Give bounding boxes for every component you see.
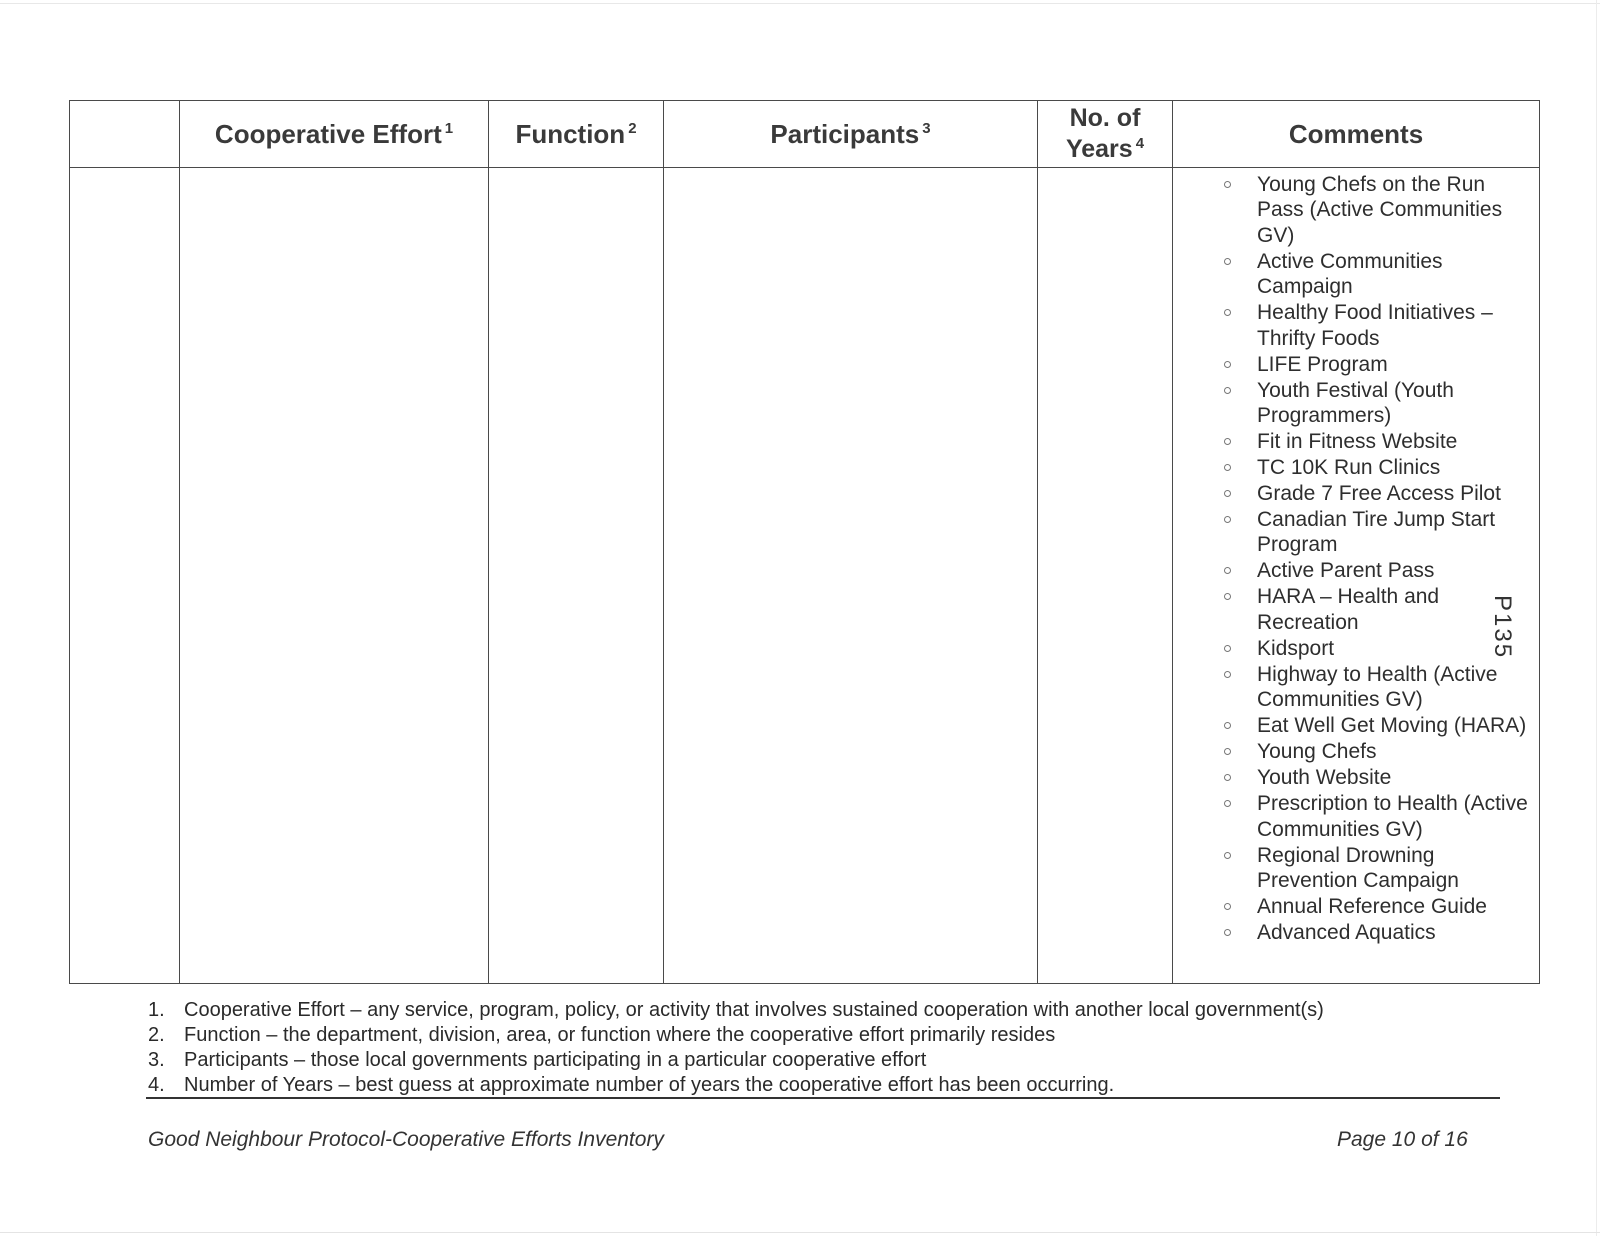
table-row (70, 168, 1540, 984)
bullet-icon (1224, 258, 1231, 265)
header-comments: Comments (1173, 101, 1540, 168)
list-item-text: TC 10K Run Clinics (1257, 456, 1441, 480)
bullet-icon (1224, 800, 1231, 807)
list-item (1173, 765, 1539, 790)
bullet-icon (1224, 929, 1231, 936)
cell-no-of-years (1038, 168, 1173, 984)
scan-edge-bottom (0, 1232, 1600, 1233)
list-item (1173, 791, 1539, 842)
header-cooperative-effort: Cooperative Effort $^1$ (180, 101, 489, 168)
list-item-text: Young Chefs on the Run Pass (Active Communities GV) (1257, 173, 1503, 247)
list-item (1173, 739, 1539, 764)
footnote-rule (146, 1097, 1500, 1099)
footnote-number: 3. (148, 1049, 165, 1071)
list-item-text: Advanced Aquatics (1257, 921, 1436, 945)
cell-blank (70, 168, 180, 984)
list-item-text: Eat Well Get Moving (HARA) (1257, 714, 1527, 738)
bullet-icon (1224, 387, 1231, 394)
list-item (1173, 584, 1539, 635)
header-function: Function $^2$ (489, 101, 664, 168)
list-item (1173, 429, 1539, 454)
header-participants: Participants $^3$ (664, 101, 1038, 168)
page-number: Page 10 of 16 (1337, 1128, 1468, 1151)
header-row (70, 101, 1540, 168)
list-item-text: Kidsport (1257, 636, 1335, 660)
list-item-text: Young Chefs (1257, 740, 1377, 764)
footnote-number: 4. (148, 1074, 165, 1096)
header-blank (70, 101, 180, 168)
list-item (1173, 455, 1539, 480)
footnote-text: Participants – those local governments participating in a particular cooperative effort (184, 1049, 927, 1071)
list-item-text: Youth Festival (Youth Programmers) (1257, 378, 1454, 428)
cell-cooperative-effort (180, 168, 489, 984)
cell-comments (1173, 168, 1540, 984)
list-item (1173, 172, 1539, 248)
bullet-icon (1224, 438, 1231, 445)
list-item (1173, 481, 1539, 506)
bullet-icon (1224, 593, 1231, 600)
list-item (1173, 378, 1539, 429)
bullet-icon (1224, 852, 1231, 859)
footnote-number: 2. (148, 1024, 165, 1046)
list-item-text: Canadian Tire Jump Start Program (1257, 508, 1496, 557)
cell-function (489, 168, 664, 984)
footnote-text: Cooperative Effort – any service, program, policy, or activity that involves sustained cooperation with another local government(s) (184, 999, 1324, 1021)
footnote-text: Function – the department, division, area, or function where the cooperative effort primarily resides (184, 1024, 1056, 1046)
bullet-icon (1224, 567, 1231, 574)
bullet-icon (1224, 361, 1231, 368)
list-item-text: Youth Website (1257, 766, 1392, 790)
scan-edge-right (1596, 0, 1597, 1236)
inventory-table (69, 100, 1540, 984)
footnote (148, 1048, 1508, 1073)
list-item (1173, 662, 1539, 713)
list-item (1173, 713, 1539, 738)
footer-title: Good Neighbour Protocol-Cooperative Efforts Inventory (148, 1128, 664, 1151)
bullet-icon (1224, 516, 1231, 523)
bullet-icon (1224, 671, 1231, 678)
list-item-text: Active Communities Campaign (1257, 249, 1443, 299)
bullet-icon (1224, 464, 1231, 471)
bullet-icon (1224, 903, 1231, 910)
list-item (1173, 300, 1539, 351)
bullet-icon (1224, 309, 1231, 316)
bullet-icon (1224, 645, 1231, 652)
cell-participants (664, 168, 1038, 984)
list-item-text: LIFE Program (1257, 352, 1388, 376)
list-item (1173, 843, 1539, 894)
footnote (148, 1023, 1508, 1048)
list-item (1173, 507, 1539, 558)
list-item-text: Annual Reference Guide (1257, 895, 1487, 919)
list-item (1173, 636, 1539, 661)
bullet-icon (1224, 181, 1231, 188)
comments-list (1173, 168, 1539, 945)
footnotes (148, 998, 1508, 1098)
footnote (148, 998, 1508, 1023)
list-item-text: Highway to Health (Active Communities GV) (1257, 662, 1498, 712)
list-item (1173, 894, 1539, 919)
bullet-icon (1224, 774, 1231, 781)
scan-edge-top (0, 3, 1600, 4)
list-item-text: Fit in Fitness Website (1257, 430, 1458, 454)
list-item-text: HARA – Health and Recreation (1257, 585, 1440, 634)
list-item (1173, 558, 1539, 583)
bullet-icon (1224, 490, 1231, 497)
bullet-icon (1224, 748, 1231, 755)
list-item-text: Regional Drowning Prevention Campaign (1257, 843, 1459, 893)
list-item-text: Prescription to Health (Active Communities GV) (1257, 792, 1528, 841)
bullet-icon (1224, 722, 1231, 729)
list-item-text: Active Parent Pass (1257, 559, 1435, 583)
header-no-of-years: No. of Years $^4$ (1038, 101, 1173, 168)
footnote (148, 1073, 1508, 1098)
footnote-number: 1. (148, 999, 165, 1021)
list-item (1173, 249, 1539, 300)
list-item (1173, 920, 1539, 945)
list-item-text: Grade 7 Free Access Pilot (1257, 482, 1501, 506)
list-item (1173, 352, 1539, 377)
list-item-text: Healthy Food Initiatives – Thrifty Foods (1257, 301, 1493, 350)
footnote-text: Number of Years – best guess at approximate number of years the cooperative effort has been occurring. (184, 1074, 1115, 1096)
page-stamp: P135 (1489, 595, 1516, 660)
